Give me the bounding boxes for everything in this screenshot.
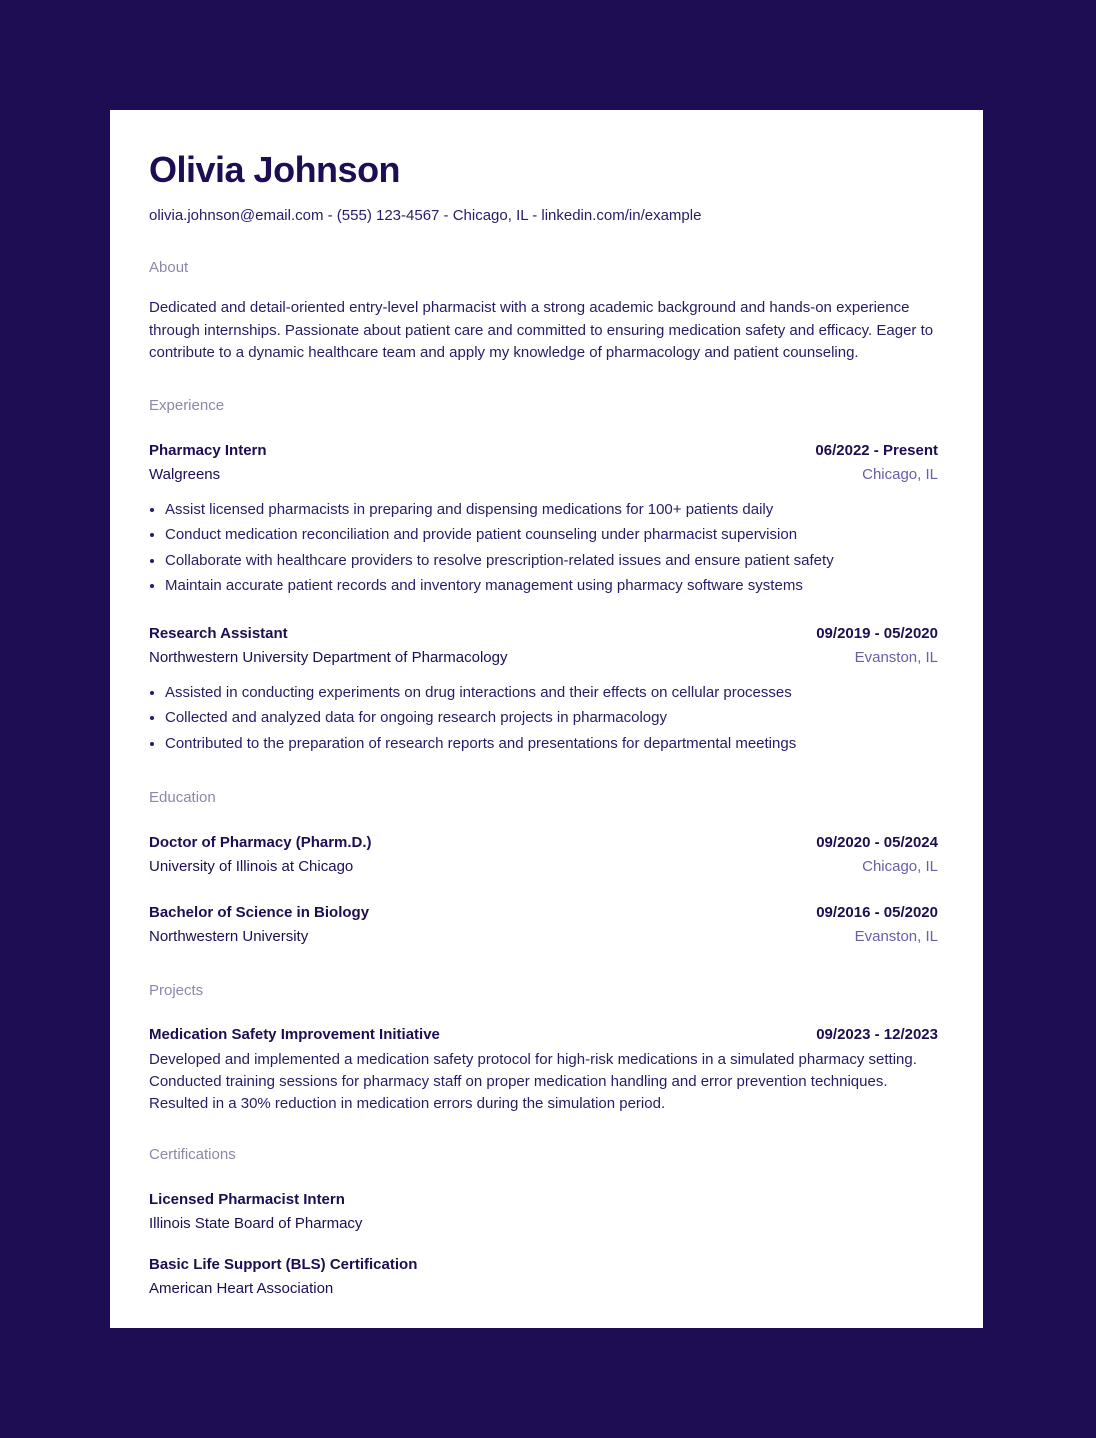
job-bullets (149, 680, 938, 757)
certification-entry (149, 1253, 938, 1301)
resume-page (110, 110, 983, 1328)
job-bullet: • Assist licensed pharmacists in preparing and dispensing medications for 100+ patients daily (165, 497, 938, 523)
job-employer: Walgreens (149, 465, 221, 483)
job-bullet: • Conduct medication reconciliation and provide patient counseling under pharmacist supervision (165, 522, 938, 548)
job-bullet: • Collected and analyzed data for ongoing research projects in pharmacology (165, 705, 938, 731)
job-location: Evanston, IL (854, 648, 938, 666)
education-entry (149, 831, 938, 879)
job-employer: Northwestern University Department of Pharmacology (149, 648, 508, 666)
job-bullet: • Contributed to the preparation of research reports and presentations for departmental meetings (165, 731, 938, 757)
education-entry (149, 901, 938, 949)
certification-name: Basic Life Support (BLS) Certification (149, 1256, 418, 1273)
project-description: Developed and implemented a medication safety protocol for high-risk medications in a simulated pharmacy setting. Conducted training sessions for pharmacy staff on proper medication handling and error prevention techniques. Resulted in a 30% reduction in medication errors during the simulation period. (149, 1051, 917, 1112)
about-section-title: About (149, 259, 189, 276)
certifications-section-title: Certifications (149, 1146, 236, 1163)
about-text: Dedicated and detail-oriented entry-level pharmacist with a strong academic background and hands-on experience through internships. Passionate about patient care and committed to ensuring medication safety and efficacy. Eager to contribute to a dynamic healthcare team and apply my knowledge of pharmacology and patient counseling. (149, 299, 934, 361)
certification-issuer: Illinois State Board of Pharmacy (149, 1215, 363, 1232)
school-name: University of Illinois at Chicago (149, 858, 354, 875)
school-location: Evanston, IL (854, 928, 938, 945)
degree-title: Bachelor of Science in Biology (149, 904, 370, 921)
project-name: Medication Safety Improvement Initiative (149, 1026, 440, 1043)
certification-issuer: American Heart Association (149, 1280, 334, 1297)
job-bullet: • Maintain accurate patient records and inventory management using pharmacy software systems (165, 573, 938, 599)
candidate-name: Olivia Johnson (149, 149, 401, 190)
experience-entry (149, 622, 938, 757)
certification-name: Licensed Pharmacist Intern (149, 1191, 345, 1208)
project-dates: 09/2023 - 12/2023 (816, 1026, 938, 1043)
degree-title: Doctor of Pharmacy (Pharm.D.) (149, 834, 372, 851)
projects-section-title: Projects (149, 982, 204, 999)
certification-entry (149, 1188, 938, 1236)
job-bullet: • Collaborate with healthcare providers to resolve prescription-related issues and ensure patient safety (165, 548, 938, 574)
experience-section-title: Experience (149, 396, 225, 414)
job-dates: 09/2019 - 05/2020 (816, 624, 938, 642)
job-dates: 06/2022 - Present (815, 441, 938, 459)
job-bullets (149, 497, 938, 599)
school-location: Chicago, IL (862, 858, 938, 875)
job-bullet: • Assisted in conducting experiments on drug interactions and their effects on cellular processes (165, 680, 938, 706)
job-title: Pharmacy Intern (149, 441, 267, 459)
project-entry (149, 1023, 938, 1115)
education-section-title: Education (149, 789, 216, 806)
degree-dates: 09/2020 - 05/2024 (816, 834, 938, 851)
contact-line: olivia.johnson@email.com - (555) 123-4567 - Chicago, IL - linkedin.com/in/example (149, 207, 702, 224)
job-location: Chicago, IL (862, 465, 938, 483)
degree-dates: 09/2016 - 05/2020 (816, 904, 938, 921)
job-title: Research Assistant (149, 624, 288, 642)
school-name: Northwestern University (149, 928, 309, 945)
experience-entry (149, 439, 938, 599)
